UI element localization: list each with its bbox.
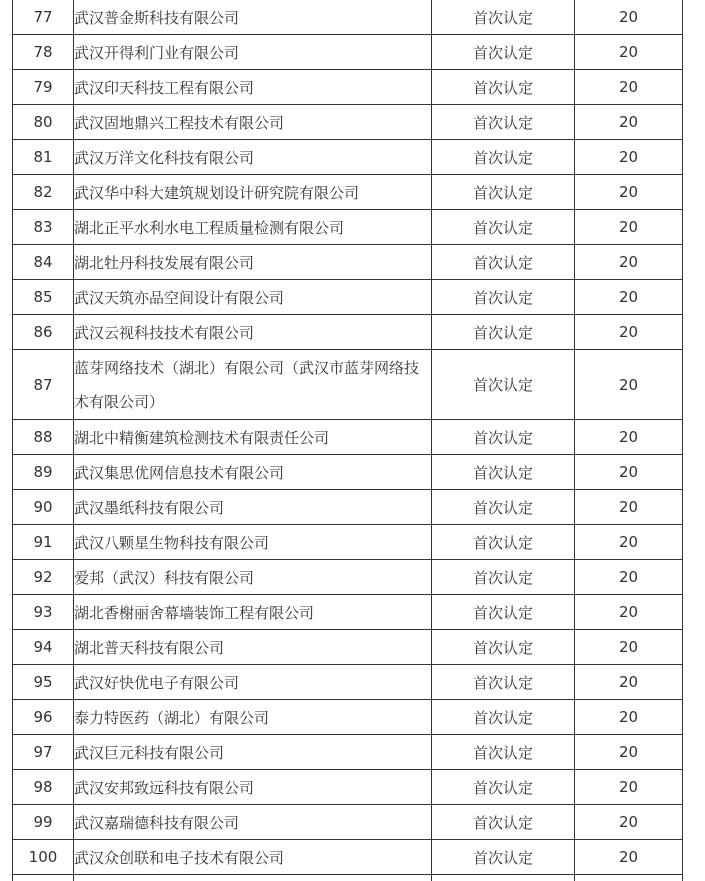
company-name: 湖北正平水利水电工程质量检测有限公司 [74, 210, 432, 245]
table-row [13, 560, 683, 595]
row-number: 78 [13, 35, 74, 70]
company-name: 武汉云视科技技术有限公司 [74, 315, 432, 350]
score: 20 [575, 700, 683, 735]
company-name: 武汉固地鼎兴工程技术有限公司 [74, 105, 432, 140]
company-name: 武汉开得利门业有限公司 [74, 35, 432, 70]
certification-type: 首次认定 [432, 700, 575, 735]
certification-type: 首次认定 [432, 245, 575, 280]
score: 20 [575, 0, 683, 35]
company-name: 泰力特医药（湖北）有限公司 [74, 700, 432, 735]
row-number: 92 [13, 560, 74, 595]
certification-type: 首次认定 [432, 420, 575, 455]
table-row [13, 350, 683, 420]
certification-type: 首次认定 [432, 105, 575, 140]
score: 20 [575, 560, 683, 595]
row-number: 87 [13, 350, 74, 420]
table-row [13, 315, 683, 350]
score: 20 [575, 175, 683, 210]
certification-type: 首次认定 [432, 70, 575, 105]
company-name: 武汉巨元科技有限公司 [74, 735, 432, 770]
table-row [13, 210, 683, 245]
certification-type: 首次认定 [432, 525, 575, 560]
row-number: 82 [13, 175, 74, 210]
table-row [13, 630, 683, 665]
company-name: 武汉印天科技工程有限公司 [74, 70, 432, 105]
table-row [13, 455, 683, 490]
row-number: 84 [13, 245, 74, 280]
certification-type: 首次认定 [432, 350, 575, 420]
company-name: 武汉天筑亦品空间设计有限公司 [74, 280, 432, 315]
certification-type: 首次认定 [432, 490, 575, 525]
row-number: 97 [13, 735, 74, 770]
table-row [13, 105, 683, 140]
row-number: 100 [13, 840, 74, 875]
row-number: 90 [13, 490, 74, 525]
row-number: 83 [13, 210, 74, 245]
certification-type: 首次认定 [432, 770, 575, 805]
row-number: 86 [13, 315, 74, 350]
row-number: 85 [13, 280, 74, 315]
certification-type: 首次认定 [432, 315, 575, 350]
certification-type: 首次认定 [432, 455, 575, 490]
table-row [13, 140, 683, 175]
certification-type: 首次认定 [432, 735, 575, 770]
company-name: 湖北普天科技有限公司 [74, 630, 432, 665]
certification-type: 首次认定 [432, 665, 575, 700]
certification-type: 首次认定 [432, 280, 575, 315]
table-row-continuation [13, 875, 683, 881]
score: 20 [575, 315, 683, 350]
table-row [13, 700, 683, 735]
row-number: 88 [13, 420, 74, 455]
score: 20 [575, 35, 683, 70]
certification-type: 首次认定 [432, 560, 575, 595]
score: 20 [575, 140, 683, 175]
score: 20 [575, 735, 683, 770]
score: 20 [575, 595, 683, 630]
company-name: 武汉安邦致远科技有限公司 [74, 770, 432, 805]
score: 20 [575, 455, 683, 490]
company-name: 武汉众创联和电子技术有限公司 [74, 840, 432, 875]
company-name: 湖北香榭丽舍幕墙装饰工程有限公司 [74, 595, 432, 630]
row-number: 93 [13, 595, 74, 630]
row-number: 79 [13, 70, 74, 105]
table-row [13, 245, 683, 280]
table-row [13, 70, 683, 105]
score: 20 [575, 420, 683, 455]
row-number: 98 [13, 770, 74, 805]
table-row [13, 525, 683, 560]
table-row [13, 175, 683, 210]
company-name: 武汉八颗星生物科技有限公司 [74, 525, 432, 560]
score: 20 [575, 665, 683, 700]
score: 20 [575, 350, 683, 420]
score: 20 [575, 210, 683, 245]
company-name: 爱邦（武汉）科技有限公司 [74, 560, 432, 595]
row-number: 95 [13, 665, 74, 700]
certification-type: 首次认定 [432, 35, 575, 70]
table-row [13, 735, 683, 770]
score: 20 [575, 70, 683, 105]
table-row [13, 595, 683, 630]
score: 20 [575, 770, 683, 805]
score: 20 [575, 805, 683, 840]
company-table [12, 0, 683, 881]
company-name: 湖北牡丹科技发展有限公司 [74, 245, 432, 280]
certification-type: 首次认定 [432, 175, 575, 210]
score: 20 [575, 840, 683, 875]
row-number: 96 [13, 700, 74, 735]
company-name: 蓝芽网络技术（湖北）有限公司（武汉市蓝芽网络技术有限公司） [74, 350, 432, 420]
certification-type: 首次认定 [432, 805, 575, 840]
company-name: 武汉华中科大建筑规划设计研究院有限公司 [74, 175, 432, 210]
certification-type: 首次认定 [432, 210, 575, 245]
company-name: 武汉万洋文化科技有限公司 [74, 140, 432, 175]
table-row [13, 490, 683, 525]
company-name: 武汉普金斯科技有限公司 [74, 0, 432, 35]
certification-type: 首次认定 [432, 140, 575, 175]
row-number: 91 [13, 525, 74, 560]
row-number: 81 [13, 140, 74, 175]
company-name: 武汉嘉瑞德科技有限公司 [74, 805, 432, 840]
table-row [13, 805, 683, 840]
company-name: 武汉墨纸科技有限公司 [74, 490, 432, 525]
certification-type: 首次认定 [432, 0, 575, 35]
table-row [13, 35, 683, 70]
score: 20 [575, 280, 683, 315]
table-row [13, 770, 683, 805]
table-row [13, 665, 683, 700]
score: 20 [575, 630, 683, 665]
table-body [13, 0, 683, 881]
score: 20 [575, 105, 683, 140]
row-number: 89 [13, 455, 74, 490]
certification-type: 首次认定 [432, 840, 575, 875]
row-number: 99 [13, 805, 74, 840]
table-row [13, 0, 683, 35]
certification-type: 首次认定 [432, 595, 575, 630]
score: 20 [575, 490, 683, 525]
table-row [13, 280, 683, 315]
table-row [13, 420, 683, 455]
row-number: 77 [13, 0, 74, 35]
company-name: 武汉集思优网信息技术有限公司 [74, 455, 432, 490]
score: 20 [575, 525, 683, 560]
row-number: 80 [13, 105, 74, 140]
row-number: 94 [13, 630, 74, 665]
certification-type: 首次认定 [432, 630, 575, 665]
company-name: 湖北中精衡建筑检测技术有限责任公司 [74, 420, 432, 455]
company-name: 武汉好快优电子有限公司 [74, 665, 432, 700]
score: 20 [575, 245, 683, 280]
table-row [13, 840, 683, 875]
